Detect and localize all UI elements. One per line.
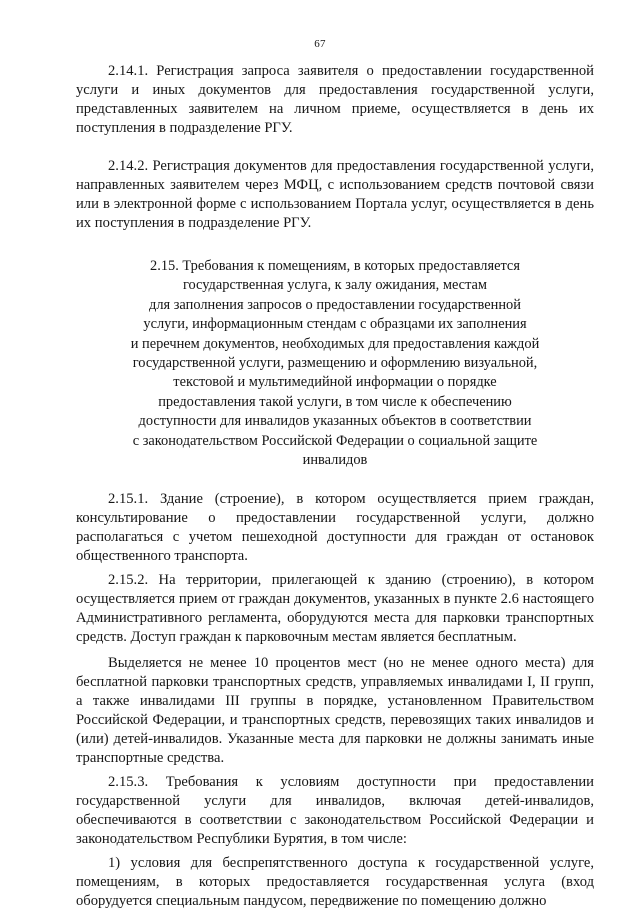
heading-line: услуги, информационным стендам с образцами их заполнения <box>143 316 527 333</box>
heading-line: предоставления такой услуги, в том числе к обеспечению <box>158 393 512 410</box>
heading-line: и перечнем документов, необходимых для предоставления каждой <box>130 335 540 352</box>
document-body <box>76 62 594 911</box>
paragraph-2-15-3: 2.15.3. Требования к условиям доступности при предоставлении государственной услуги для инвалидов, включая детей-инвалидов, обеспечиваются в соответствии с законодательством Российской Федерации и законодательством Республики Бурятия, в том числе: <box>76 774 594 848</box>
paragraph-2-15-1: 2.15.1. Здание (строение), в котором осуществляется прием граждан, консультирование о предоставлении государственной услуги, должно располагаться с учетом пешеходной доступности для граждан от остановок общественного транспорта. <box>76 491 594 565</box>
heading-line: доступности для инвалидов указанных объектов в соответствии <box>138 413 532 430</box>
paragraph-2-15-2: 2.15.2. На территории, прилегающей к зданию (строению), в котором осуществляется прием от граждан документов, указанных в пункте 2.6 настоящего Административного регламента, оборудуются места для парковки транспортных средств. Доступ граждан к парковочным местам является бесплатным. <box>76 572 594 646</box>
paragraph-2-14-2: 2.14.2. Регистрация документов для предоставления государственной услуги, направленных заявителем через МФЦ, с использованием средств почтовой связи или в электронной форме с использованием Портала услуг, осуществляется в день их поступления в подразделение РГУ. <box>76 158 594 231</box>
heading-line: государственной услуги, размещению и оформлению визуальной, <box>132 355 538 372</box>
heading-line: с законодательством Российской Федерации о социальной защите <box>132 432 538 449</box>
paragraph-2-14-1: 2.14.1. Регистрация запроса заявителя о предоставлении государственной услуги и иных документов для предоставления государственной услуги, представленных заявителем на личном приеме, осуществляется в день их поступления в подразделение РГУ. <box>76 63 594 136</box>
heading-line: инвалидов <box>302 452 368 469</box>
heading-line: 2.15. Требования к помещениям, в которых предоставляется <box>150 258 520 274</box>
paragraph-parking-quota: Выделяется не менее 10 процентов мест (но не менее одного места) для бесплатной парковки транспортных средств, управляемых инвалидами I, II групп, а также инвалидами III группы в порядке, установленном Правительством Российской Федерации, и транспортных средств, перевозящих таких инвалидов и (или) детей-инвалидов. Указанные места для парковки не должны занимать иные транспортные средства. <box>76 655 594 767</box>
heading-line: государственная услуга, к залу ожидания, местам <box>182 277 488 294</box>
heading-line: текстовой и мультимедийной информации о порядке <box>173 374 497 391</box>
page-number: 67 <box>314 38 326 50</box>
list-item-1: 1) условия для беспрепятственного доступа к государственной услуге, помещениям, в которых предоставляется государственная услуга (вход оборудуется специальным пандусом, передвижение по помещению должно <box>76 855 594 910</box>
section-heading-2-15 <box>76 257 594 470</box>
heading-line: для заполнения запросов о предоставлении государственной <box>149 296 521 313</box>
